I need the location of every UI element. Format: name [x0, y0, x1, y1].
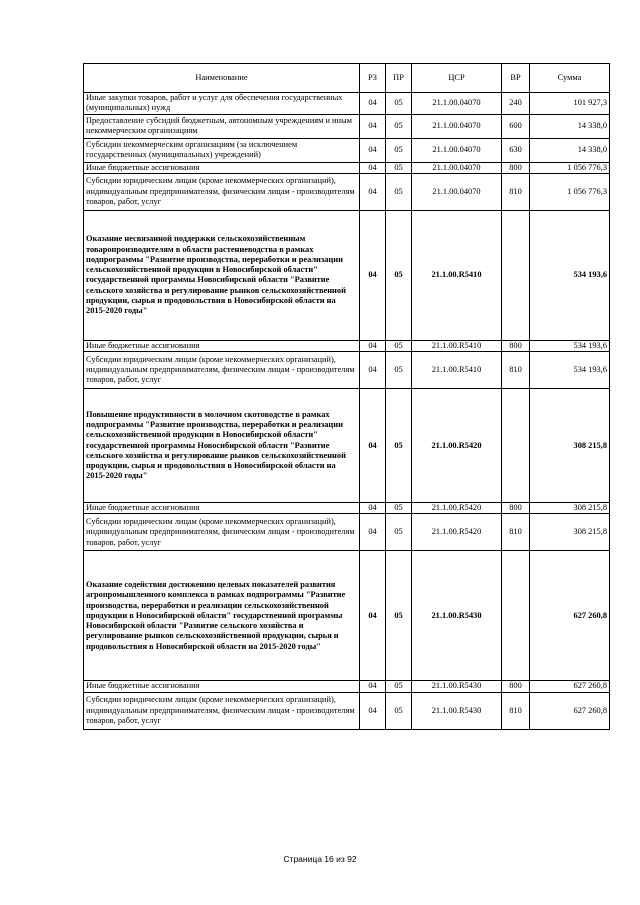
row-csr: 21.1.00.R5430 — [412, 551, 502, 681]
row-name: Иные бюджетные ассигнования — [84, 503, 360, 514]
row-csr: 21.1.00.R5410 — [412, 210, 502, 340]
row-rz: 04 — [360, 93, 386, 115]
row-vr: 800 — [502, 162, 530, 173]
header-name: Наименование — [84, 64, 360, 93]
row-vr: 810 — [502, 514, 530, 551]
row-rz: 04 — [360, 692, 386, 729]
row-name: Иные бюджетные ассигнования — [84, 340, 360, 351]
row-csr: 21.1.00.04070 — [412, 93, 502, 115]
row-csr: 21.1.00.R5430 — [412, 681, 502, 692]
row-csr: 21.1.00.R5420 — [412, 503, 502, 514]
row-rz: 04 — [360, 352, 386, 389]
row-csr: 21.1.00.04070 — [412, 162, 502, 173]
row-name: Субсидии юридическим лицам (кроме некоммерческих организаций), индивидуальным предпринимателям, физическим лицам - производителям товаров, работ, услуг — [84, 173, 360, 210]
table-header-row — [84, 64, 610, 93]
row-rz: 04 — [360, 389, 386, 503]
row-vr — [502, 389, 530, 503]
row-sum: 627 260,8 — [530, 692, 610, 729]
row-rz: 04 — [360, 551, 386, 681]
row-pr: 05 — [386, 93, 412, 115]
row-pr: 05 — [386, 210, 412, 340]
row-sum: 627 260,8 — [530, 681, 610, 692]
row-vr: 800 — [502, 340, 530, 351]
row-rz: 04 — [360, 173, 386, 210]
table-row — [84, 514, 610, 551]
table-row — [84, 93, 610, 115]
row-pr: 05 — [386, 138, 412, 162]
row-sum: 534 193,6 — [530, 352, 610, 389]
row-name: Иные бюджетные ассигнования — [84, 162, 360, 173]
row-pr: 05 — [386, 173, 412, 210]
row-name: Субсидии юридическим лицам (кроме некоммерческих организаций), индивидуальным предпринимателям, физическим лицам - производителям товаров, работ, услуг — [84, 352, 360, 389]
row-sum: 1 056 776,3 — [530, 162, 610, 173]
table-row — [84, 389, 610, 503]
row-pr: 05 — [386, 514, 412, 551]
row-pr: 05 — [386, 551, 412, 681]
header-csr: ЦСР — [412, 64, 502, 93]
row-sum: 1 056 776,3 — [530, 173, 610, 210]
row-rz: 04 — [360, 514, 386, 551]
row-sum: 534 193,6 — [530, 210, 610, 340]
row-csr: 21.1.00.R5430 — [412, 692, 502, 729]
row-name: Иные бюджетные ассигнования — [84, 681, 360, 692]
row-pr: 05 — [386, 503, 412, 514]
page-number: Страница 16 из 92 — [283, 854, 357, 864]
row-sum: 101 927,3 — [530, 93, 610, 115]
row-csr: 21.1.00.R5410 — [412, 340, 502, 351]
row-vr — [502, 210, 530, 340]
row-sum: 627 260,8 — [530, 551, 610, 681]
row-vr: 600 — [502, 114, 530, 138]
table-row — [84, 138, 610, 162]
row-rz: 04 — [360, 340, 386, 351]
row-pr: 05 — [386, 114, 412, 138]
table-row — [84, 173, 610, 210]
row-name: Оказание содействия достижению целевых показателей развития агропромышленного комплекса в рамках подпрограммы "Развитие производства, переработки и реализации сельскохозяйственной продукции в Новосибирской области" государственной программы Новосибирской области "Развитие сельского хозяйства и регулирование рынков сельскохозяйственной продукции, сырья и продовольствия в Новосибирской области на 2015-2020 годы" — [84, 551, 360, 681]
table-row — [84, 503, 610, 514]
row-csr: 21.1.00.04070 — [412, 138, 502, 162]
table-row — [84, 681, 610, 692]
row-rz: 04 — [360, 162, 386, 173]
row-name: Предоставление субсидий бюджетным, автономным учреждениям и иным некоммерческим организациям — [84, 114, 360, 138]
row-name: Субсидии юридическим лицам (кроме некоммерческих организаций), индивидуальным предпринимателям, физическим лицам - производителям товаров, работ, услуг — [84, 692, 360, 729]
row-name: Иные закупки товаров, работ и услуг для обеспечения государственных (муниципальных) нужд — [84, 93, 360, 115]
row-vr: 810 — [502, 352, 530, 389]
row-rz: 04 — [360, 114, 386, 138]
table-row — [84, 692, 610, 729]
row-pr: 05 — [386, 692, 412, 729]
row-pr: 05 — [386, 681, 412, 692]
row-name: Оказание несвязанной поддержки сельскохозяйственным товаропроизводителям в области растениеводства в рамках подпрограммы "Развитие производства, переработки и реализации сельскохозяйственной продукции в Новосибирской области" государственной программы Новосибирской области "Развитие сельского хозяйства и регулирование рынков сельскохозяйственной продукции, сырья и продовольствия в Новосибирской области на 2015-2020 годы" — [84, 210, 360, 340]
row-vr: 800 — [502, 503, 530, 514]
table-row — [84, 210, 610, 340]
row-pr: 05 — [386, 340, 412, 351]
table-row — [84, 162, 610, 173]
row-rz: 04 — [360, 210, 386, 340]
row-rz: 04 — [360, 503, 386, 514]
row-vr: 810 — [502, 173, 530, 210]
table-row — [84, 340, 610, 351]
row-vr: 240 — [502, 93, 530, 115]
row-sum: 308 215,8 — [530, 503, 610, 514]
row-csr: 21.1.00.R5410 — [412, 352, 502, 389]
row-csr: 21.1.00.R5420 — [412, 514, 502, 551]
row-name: Повышение продуктивности в молочном скотоводстве в рамках подпрограммы "Развитие производства, переработки и реализации сельскохозяйственной продукции в Новосибирской области" государственной программы Новосибирской области "Развитие сельского хозяйства и регулирование рынков сельскохозяйственной продукции, сырья и продовольствия в Новосибирской области на 2015-2020 годы" — [84, 389, 360, 503]
table-row — [84, 352, 610, 389]
row-csr: 21.1.00.R5420 — [412, 389, 502, 503]
table-row — [84, 551, 610, 681]
row-pr: 05 — [386, 389, 412, 503]
row-vr: 800 — [502, 681, 530, 692]
row-sum: 14 338,0 — [530, 138, 610, 162]
row-csr: 21.1.00.04070 — [412, 173, 502, 210]
row-pr: 05 — [386, 352, 412, 389]
row-name: Субсидии некоммерческим организациям (за исключением государственных (муниципальных) учреждений) — [84, 138, 360, 162]
row-pr: 05 — [386, 162, 412, 173]
row-rz: 04 — [360, 138, 386, 162]
row-vr — [502, 551, 530, 681]
row-vr: 630 — [502, 138, 530, 162]
header-sum: Сумма — [530, 64, 610, 93]
table-row — [84, 114, 610, 138]
row-sum: 534 193,6 — [530, 340, 610, 351]
row-rz: 04 — [360, 681, 386, 692]
row-name: Субсидии юридическим лицам (кроме некоммерческих организаций), индивидуальным предпринимателям, физическим лицам - производителям товаров, работ, услуг — [84, 514, 360, 551]
row-sum: 14 338,0 — [530, 114, 610, 138]
row-sum: 308 215,8 — [530, 514, 610, 551]
header-pr: ПР — [386, 64, 412, 93]
budget-table — [83, 63, 610, 730]
row-sum: 308 215,8 — [530, 389, 610, 503]
row-csr: 21.1.00.04070 — [412, 114, 502, 138]
row-vr: 810 — [502, 692, 530, 729]
header-rz: РЗ — [360, 64, 386, 93]
header-vr: ВР — [502, 64, 530, 93]
